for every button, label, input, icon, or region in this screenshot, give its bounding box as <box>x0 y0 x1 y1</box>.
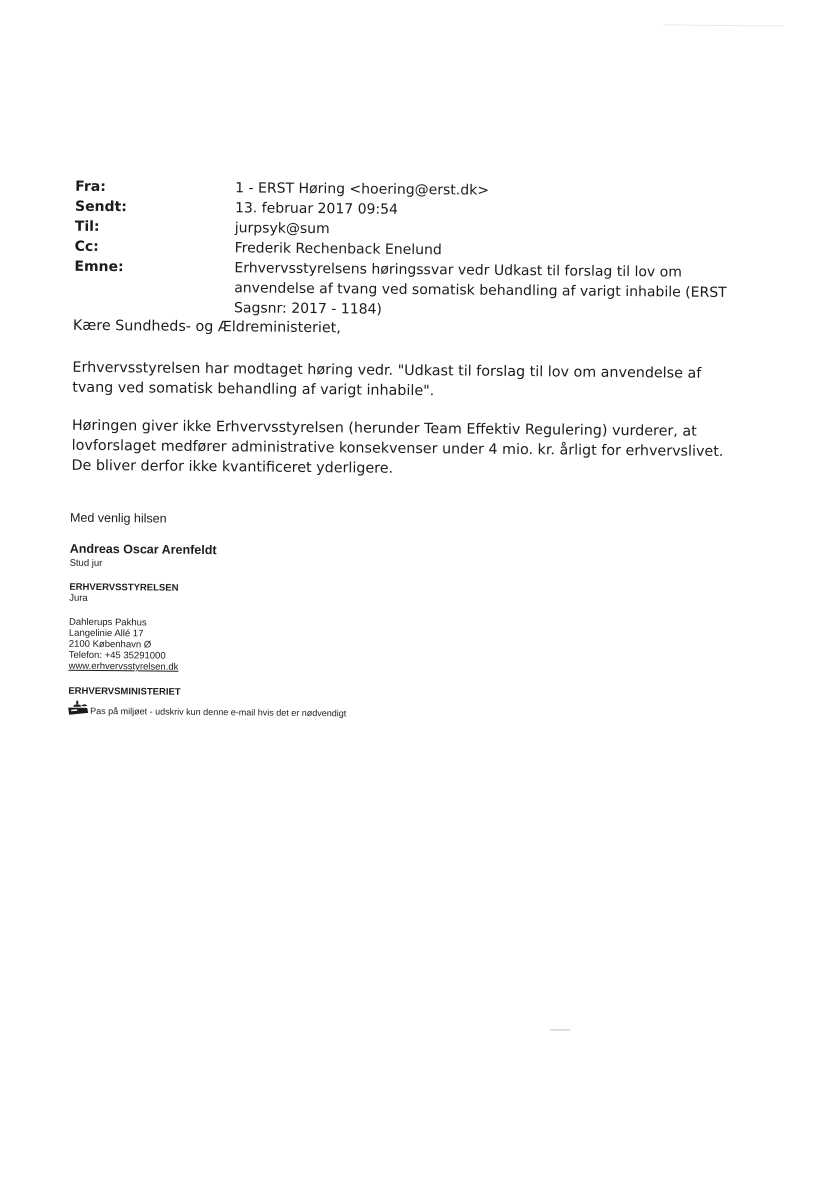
address-line-2: Langelinie Allé 17 <box>68 627 144 640</box>
header-from-row <box>75 177 775 199</box>
signature-website-link[interactable]: www.erhvervsstyrelsen.dk <box>68 660 179 673</box>
signature-organization: ERHVERVSSTYRELSEN <box>69 581 179 594</box>
environment-note: Pas på miljøet - udskriv kun denne e-mail hvis det er nødvendigt <box>90 705 347 719</box>
cc-value: Frederik Rechenback Enelund <box>234 240 442 259</box>
address-line-3: 2100 København Ø <box>68 638 152 651</box>
from-value: 1 - ERST Høring <hoering@erst.dk> <box>235 180 490 199</box>
signature-title: Stud jur <box>69 557 103 570</box>
scan-artifact <box>664 24 784 26</box>
signature-phone: Telefon: +45 35291000 <box>68 649 166 662</box>
scan-artifact <box>550 1029 570 1030</box>
signature-department: Jura <box>69 592 88 604</box>
subject-value: Erhvervsstyrelsens høringssvar vedr Udkast til forslag til lov om anvendelse af tvang ved somatisk behandling af varigt inhabile (ERST Sagsnr: 2017 - 1184) <box>233 260 727 318</box>
signature-name: Andreas Oscar Arenfeldt <box>69 541 217 558</box>
to-label: Til: <box>74 218 100 235</box>
address-line-1: Dahlerups Pakhus <box>68 616 147 629</box>
sent-label: Sendt: <box>74 198 127 216</box>
signature-ministry: ERHVERVSMINISTERIET <box>68 685 181 698</box>
to-value: jurpsyk@sum <box>234 220 330 238</box>
sent-value: 13. februar 2017 09:54 <box>234 200 399 218</box>
cc-label: Cc: <box>74 238 99 255</box>
printer-environment-icon <box>67 700 89 716</box>
body-paragraph-2: Høringen giver ikke Erhvervsstyrelsen (herunder Team Effektiv Regulering) vurderer, at lovforslaget medfører administrative konsekvenser under 4 mio. kr. årligt for erhvervslivet. De bliver derfor ikke kvantificeret yderligere. <box>71 417 724 477</box>
from-label: Fra: <box>75 178 106 196</box>
salutation: Kære Sundheds- og Ældreministeriet, <box>72 317 341 337</box>
signature-greeting: Med venlig hilsen <box>69 510 167 526</box>
subject-label: Emne: <box>74 258 124 276</box>
environment-note-row <box>67 700 346 719</box>
body-paragraph-1: Erhvervsstyrelsen har modtaget høring vedr. "Udkast til forslag til lov om anvendelse af tvang ved somatisk behandling af varigt inhabile". <box>72 359 702 400</box>
